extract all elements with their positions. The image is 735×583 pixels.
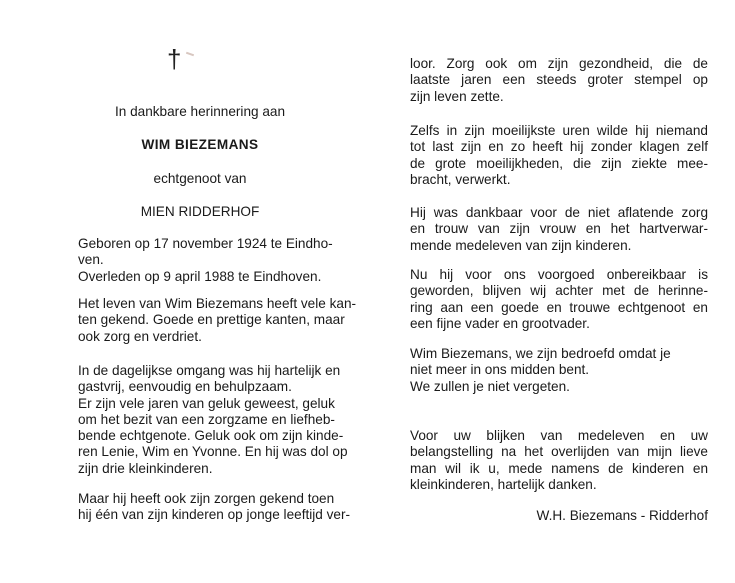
paragraph-line: niet meer in ons midden bent. (410, 362, 590, 378)
spouse-name: MIEN RIDDERHOF (140, 204, 260, 219)
paragraph-line: mende medeleven van zijn kinderen. (410, 237, 632, 253)
paragraph-line: loor. Zorg ook om zijn gezondheid, die de (410, 56, 708, 71)
paragraph-line: tot last zijn en zo heeft hij zonder klagen zelf (410, 139, 708, 155)
cross-icon: † (167, 44, 182, 74)
paragraph-line: ring aan een goede en trouwe echtgenoot en (410, 299, 708, 315)
thanks-paragraph (410, 428, 708, 493)
paragraph-line: In de dagelijkse omgang was hij hartelijk en (78, 363, 341, 378)
paragraph-line: Zelfs in zijn moeilijkste uren wilde hij niemand (410, 123, 708, 138)
deceased-name: WIM BIEZEMANS (141, 137, 259, 152)
paragraph-line: een fijne vader en grootvader. (410, 315, 590, 331)
paragraph-line: zijn leven zette. (410, 88, 504, 104)
paragraph-line: om het bezit van een zorgzame en liefheb- (78, 411, 335, 427)
life-paragraph (78, 296, 357, 345)
gratitude-paragraph (410, 205, 708, 254)
right-column (410, 0, 708, 583)
health-paragraph (410, 56, 708, 105)
paragraph-line: laatste jaren een steeds groter stempel op (410, 72, 708, 88)
paragraph-line: kleinkinderen, hartelijk danken. (410, 476, 597, 492)
paragraph-line: Wim Biezemans, we zijn bedroefd omdat je (410, 346, 671, 361)
worries-paragraph (78, 491, 351, 524)
spouse-label: echtgenoot van (153, 171, 247, 186)
paragraph-line: en trouw van zijn vrouw en het hartverwar- (410, 221, 708, 237)
paragraph-line: Geboren op 17 november 1924 te Eindho- (78, 236, 333, 251)
illness-paragraph (410, 123, 708, 188)
paragraph-line: belangstelling na het overlijden van mijn lieve (410, 444, 708, 460)
paragraph-line: geworden, blijven wij achter met de herinne- (410, 283, 708, 299)
paragraph-line: We zullen je niet vergeten. (410, 378, 570, 394)
paragraph-line: de grote moeilijkheden, die zijn ziekte mee- (410, 155, 708, 171)
paragraph-line: hij één van zijn kinderen op jonge leeftijd ver- (78, 507, 351, 523)
paragraph-line: ook zorg en verdriet. (78, 328, 202, 344)
paragraph-line: gastvrij, eenvoudig en behulpzaam. (78, 379, 292, 395)
paragraph-line: bracht, verwerkt. (410, 171, 511, 187)
birth-death-paragraph (78, 236, 333, 285)
paragraph-line: ven. (78, 252, 104, 268)
daily-life-paragraph (78, 363, 348, 477)
intro-text: In dankbare herinnering aan (114, 104, 286, 119)
paragraph-line: Overleden op 9 april 1988 te Eindhoven. (78, 268, 322, 284)
paragraph-line: Nu hij voor ons voorgoed onbereikbaar is (410, 267, 708, 282)
paragraph-line: Voor uw blijken van medeleven en uw (410, 428, 708, 443)
farewell-paragraph (410, 346, 708, 395)
left-column (78, 0, 357, 583)
paragraph-line: Hij was dankbaar voor de niet aflatende zorg (410, 205, 708, 220)
paragraph-line: Er zijn vele jaren van geluk geweest, geluk (78, 395, 335, 411)
paragraph-line: bende echtgenote. Geluk ook om zijn kinde- (78, 428, 344, 444)
signature: W.H. Biezemans - Ridderhof (536, 508, 708, 523)
paragraph-line: Het leven van Wim Biezemans heeft vele kan- (78, 296, 357, 311)
remembrance-paragraph (410, 267, 708, 332)
paragraph-line: ten gekend. Goede en prettige kanten, maar (78, 312, 345, 328)
paragraph-line: Maar hij heeft ook zijn zorgen gekend toen (78, 491, 335, 506)
paragraph-line: ren Lenie, Wim en Yvonne. En hij was dol op (78, 444, 348, 460)
paragraph-line: man wil ik u, mede namens de kinderen en (410, 460, 708, 476)
paragraph-line: zijn drie kleinkinderen. (78, 460, 213, 476)
